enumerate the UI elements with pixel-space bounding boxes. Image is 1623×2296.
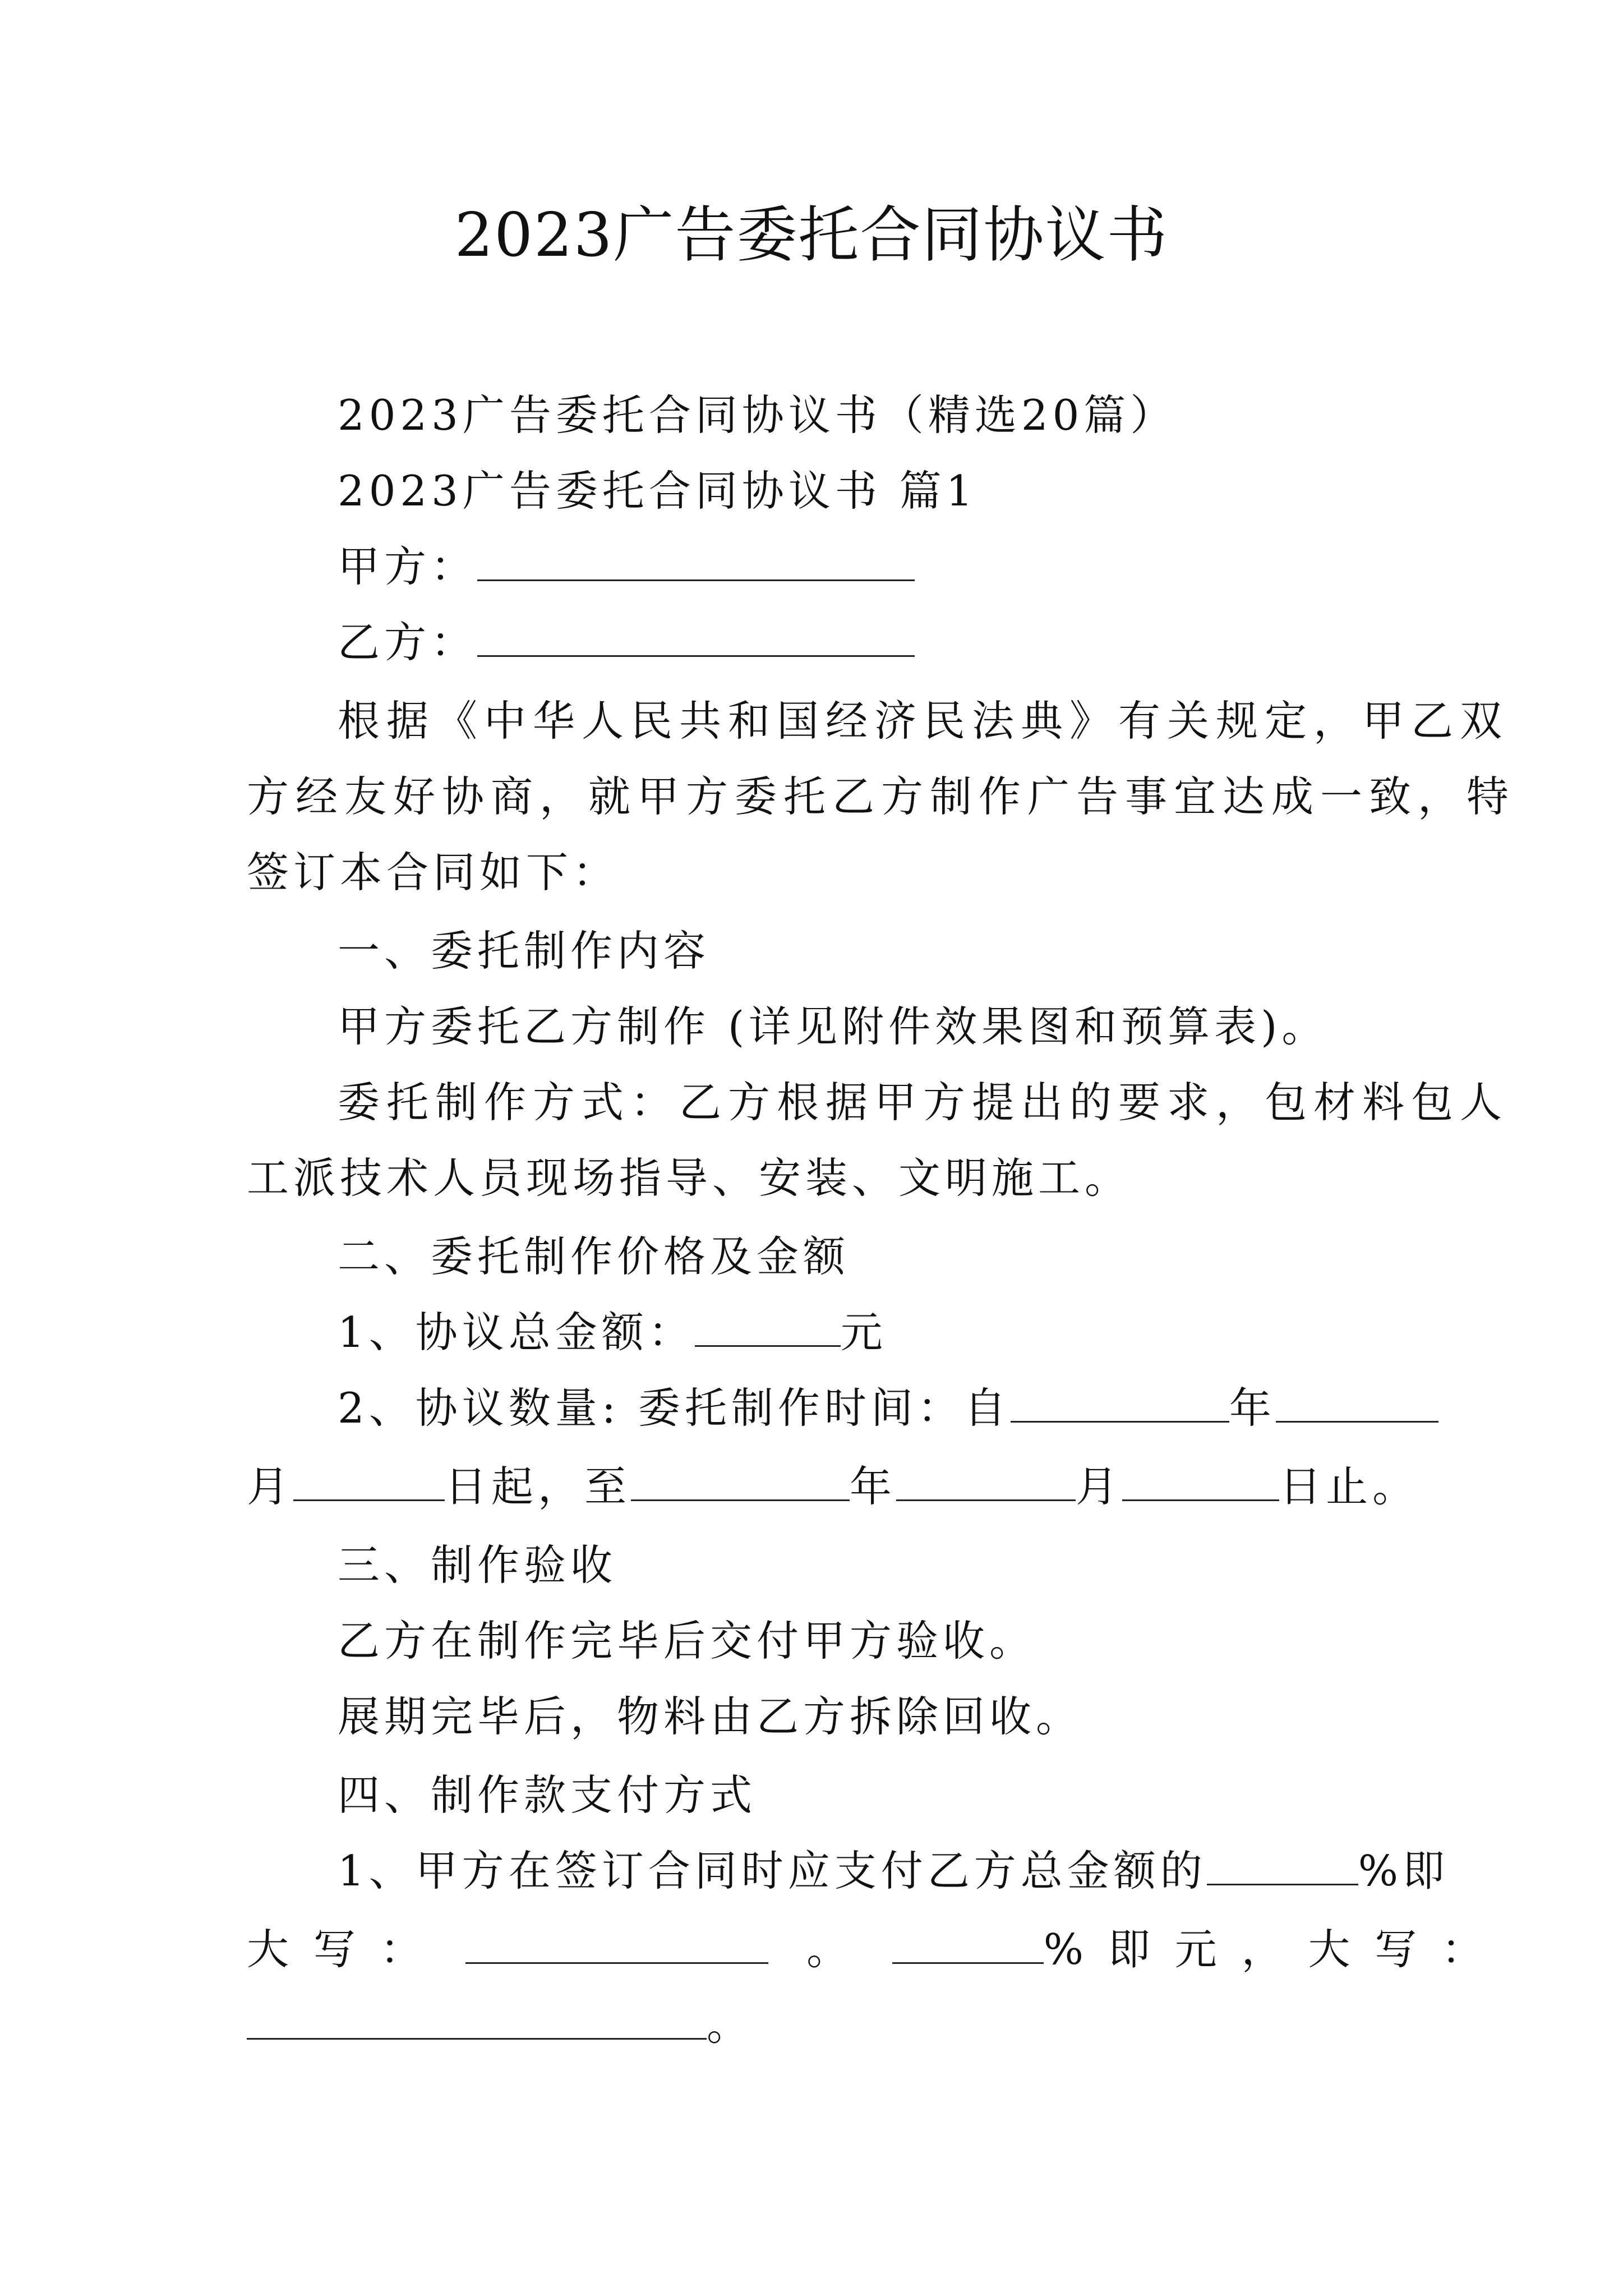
date-from-to: 日起，至: [445, 1462, 631, 1511]
date-end: 日止。: [1279, 1462, 1419, 1511]
second-amount-label: % 即 元 ， 大 写 ：: [1043, 1925, 1490, 1974]
party-b-line: [338, 614, 915, 670]
amount-in-words-blank: [465, 1927, 768, 1964]
second-amount-in-words-blank: [247, 2003, 707, 2040]
end-month-blank: [896, 1465, 1076, 1501]
party-b-blank: [477, 620, 915, 657]
item-1-line: [338, 1304, 887, 1360]
start-day-blank: [293, 1465, 445, 1501]
amount-in-words-label: 大 写 ：: [247, 1925, 428, 1974]
item-1-label: 1、协议总金额：: [338, 1308, 695, 1357]
item-2-line: [338, 1380, 1438, 1436]
sentence-end: 。: [806, 1925, 855, 1974]
payment-line-2: [247, 1921, 1489, 1977]
start-year-blank: [1011, 1386, 1229, 1423]
payment-label: 1、甲方在签订合同时应支付乙方总金额的: [338, 1846, 1207, 1895]
second-percent-blank: [892, 1927, 1044, 1964]
date-month-1: 月: [247, 1462, 294, 1511]
heading-1: 一、委托制作内容: [338, 926, 711, 976]
subtitle: 2023广告委托合同协议书（精选20篇）: [338, 390, 1177, 440]
paragraph-1: 甲方委托乙方制作 (详见附件效果图和预算表)。: [338, 1002, 1329, 1051]
heading-2: 二、委托制作价格及金额: [338, 1232, 850, 1281]
item-2-label: 2、协议数量: 委托制作时间：自: [338, 1383, 1011, 1433]
date-range-line: [247, 1458, 1419, 1515]
item-1-unit: 元: [840, 1308, 887, 1357]
final-period: 。: [707, 2000, 754, 2050]
payment-line-1: [338, 1843, 1449, 1899]
paragraph-2-line-2: 工派技术人员现场指导、安装、文明施工。: [247, 1153, 1132, 1203]
document-title: 2023广告委托合同协议书: [454, 200, 1169, 270]
party-b-label: 乙方：: [338, 618, 478, 667]
date-month-2: 月: [1076, 1462, 1123, 1511]
intro-paragraph-line-2: 方经友好协商，就甲方委托乙方制作广告事宜达成一致，特: [247, 772, 1516, 821]
date-year-2: 年: [850, 1462, 897, 1511]
payment-percent-blank: [1207, 1849, 1358, 1885]
paragraph-2-line-1: 委托制作方式：乙方根据甲方提出的要求，包材料包人: [338, 1078, 1509, 1127]
party-a-blank: [477, 545, 915, 581]
item-2-year: 年: [1229, 1383, 1276, 1433]
intro-paragraph-line-1: 根据《中华人民共和国经济民法典》有关规定，甲乙双: [338, 696, 1509, 746]
intro-paragraph-line-3: 签订本合同如下：: [247, 848, 620, 897]
payment-line-3: [247, 1997, 753, 2053]
heading-4: 四、制作款支付方式: [338, 1770, 757, 1820]
start-month-blank: [1276, 1386, 1438, 1423]
paragraph-3: 乙方在制作完毕后交付甲方验收。: [338, 1616, 1036, 1665]
heading-3: 三、制作验收: [338, 1540, 617, 1590]
end-year-blank: [631, 1465, 850, 1501]
end-day-blank: [1122, 1465, 1279, 1501]
payment-percent-suffix: %即: [1358, 1846, 1449, 1895]
paragraph-4: 展期完毕后，物料由乙方拆除回收。: [338, 1692, 1083, 1741]
party-a-line: [338, 539, 915, 595]
section-heading: 2023广告委托合同协议书 篇1: [338, 466, 978, 516]
total-amount-blank: [695, 1310, 841, 1347]
party-a-label: 甲方：: [338, 542, 478, 591]
